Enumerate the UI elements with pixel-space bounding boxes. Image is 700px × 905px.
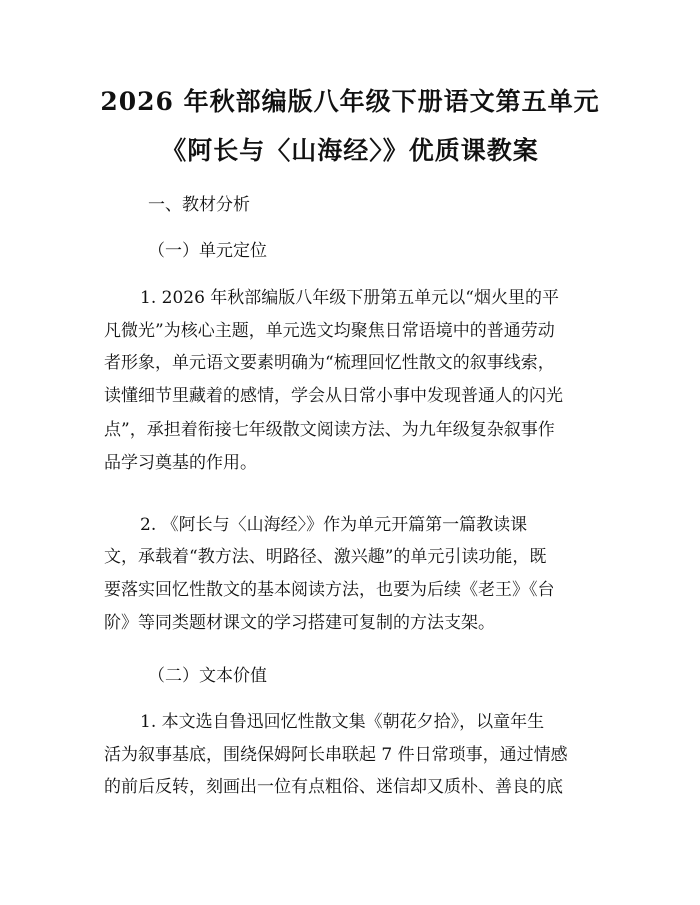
paragraph-2-line-4: 阶》等同类题材课文的学习搭建可复制的方法支架。 (104, 613, 495, 633)
paragraph-3-line-2: 活为叙事基底，围绕保姆阿长串联起 7 件日常琐事，通过情感 (104, 745, 568, 765)
paragraph-2-line-3: 要落实回忆性散文的基本阅读方法，也要为后续《老王》《台 (104, 580, 555, 600)
subsection-heading-unit-position: （一）单元定位 (148, 241, 267, 261)
paragraph-1-line-1: 1. 2026 年秋部编版八年级下册第五单元以“烟火里的平 (140, 288, 559, 308)
paragraph-3-line-1: 1. 本文选自鲁迅回忆性散文集《朝花夕拾》，以童年生 (140, 712, 545, 732)
paragraph-1-line-3: 者形象，单元语文要素明确为“梳理回忆性散文的叙事线索， (104, 353, 555, 373)
document-title-line-1: 2026 年秋部编版八年级下册语文第五单元 (100, 87, 600, 116)
subsection-heading-text-value: （二）文本价值 (148, 666, 267, 686)
paragraph-1-line-2: 凡微光”为核心主题，单元选文均聚焦日常语境中的普通劳动 (104, 321, 555, 341)
paragraph-1-line-6: 品学习奠基的作用。 (104, 453, 257, 473)
paragraph-3-line-3: 的前后反转，刻画出一位有点粗俗、迷信却又质朴、善良的底 (104, 777, 563, 797)
document-title-line-2: 《阿长与〈山海经〉》优质课教案 (161, 136, 539, 165)
section-heading-textbook-analysis: 一、教材分析 (148, 195, 250, 215)
paragraph-1-line-5: 点”，承担着衔接七年级散文阅读方法、为九年级复杂叙事作 (104, 420, 555, 440)
paragraph-2-line-1: 2. 《阿长与〈山海经〉》作为单元开篇第一篇教读课 (140, 515, 528, 535)
paragraph-1-line-4: 读懂细节里藏着的感情，学会从日常小事中发现普通人的闪光 (104, 386, 563, 406)
paragraph-2-line-2: 文，承载着“教方法、明路径、激兴趣”的单元引读功能，既 (104, 547, 547, 567)
